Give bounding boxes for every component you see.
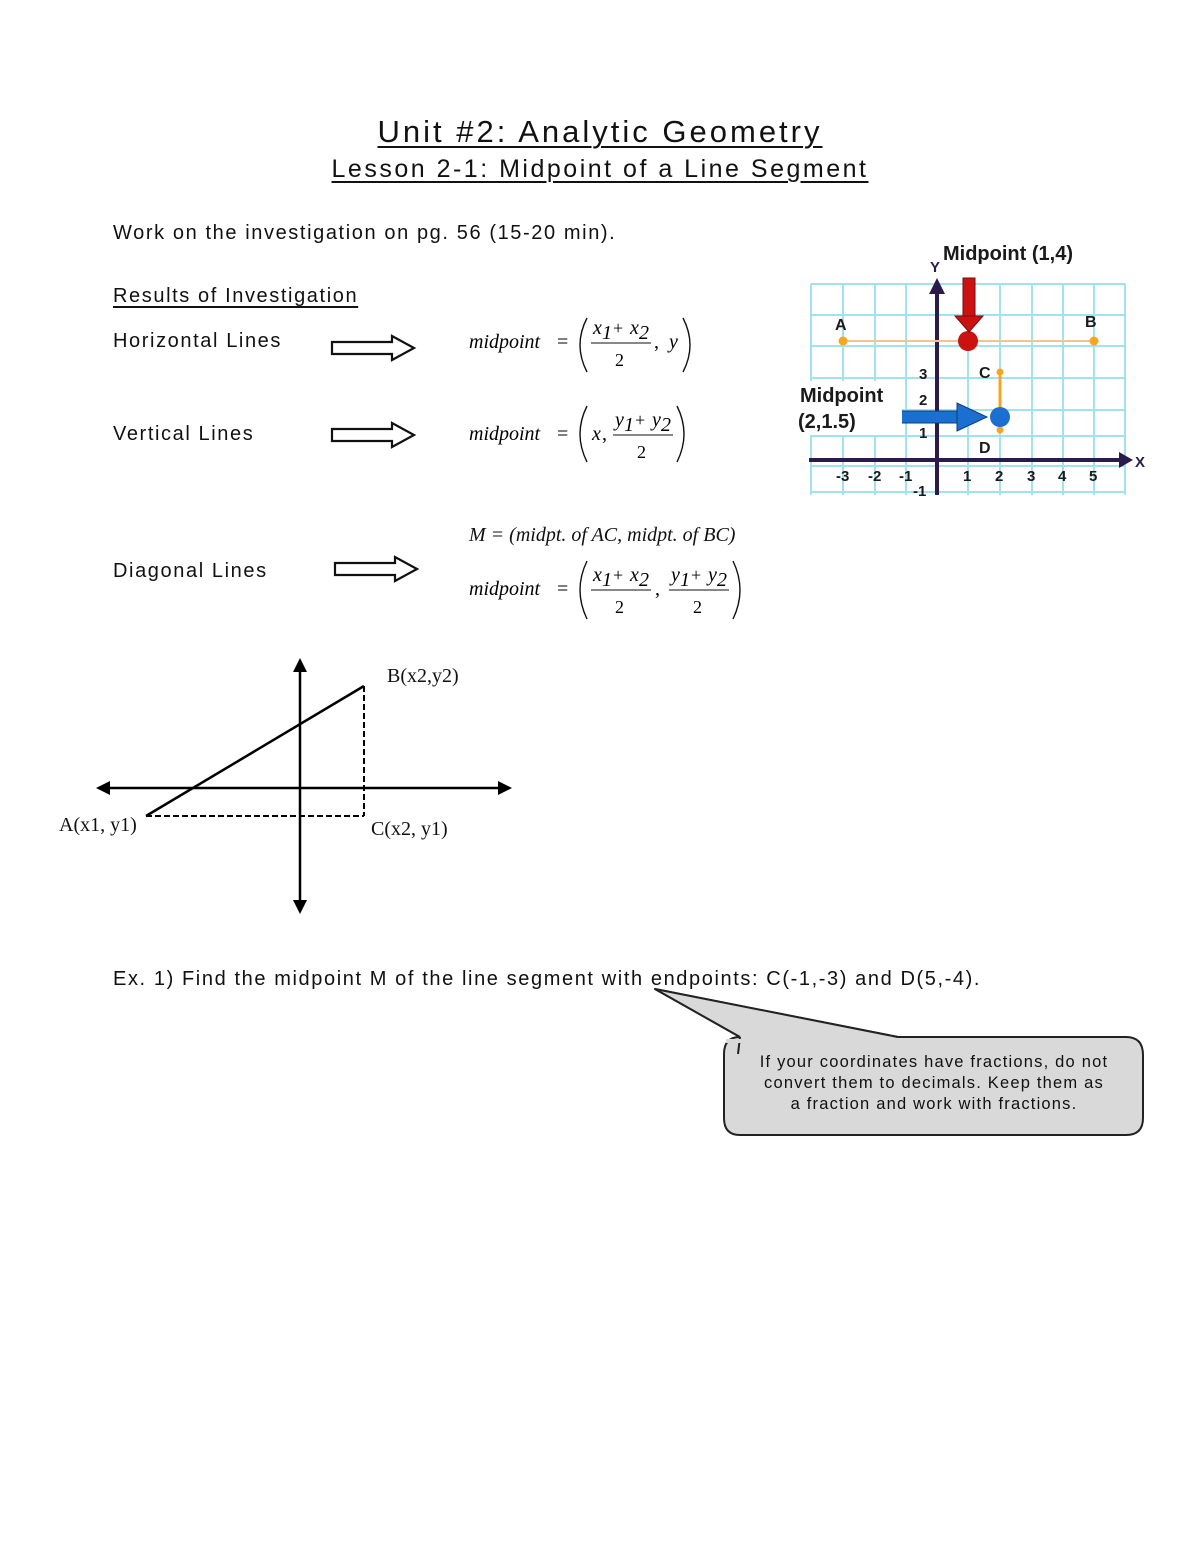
callout-line: If your coordinates have fractions, do not	[759, 1053, 1109, 1071]
graph-midpoint-ab	[958, 331, 978, 351]
callout-line: a fraction and work with fractions.	[790, 1095, 1078, 1113]
svg-text:1: 1	[602, 569, 612, 591]
arrow-icon	[330, 334, 420, 362]
svg-text:3: 3	[919, 366, 928, 383]
svg-text:2: 2	[717, 569, 727, 591]
svg-text:+: +	[613, 565, 624, 585]
svg-text:2: 2	[615, 350, 624, 370]
diagram-label-a: A(x1, y1)	[59, 814, 137, 836]
diagram-label-c: C(x2, y1)	[371, 818, 448, 840]
svg-text:2: 2	[639, 322, 649, 344]
page-title: Unit #2: Analytic Geometry	[377, 114, 823, 149]
svg-text:2: 2	[919, 392, 928, 409]
graph-point-a	[839, 337, 848, 346]
graph-x-label: X	[1135, 454, 1146, 471]
svg-text:2: 2	[693, 597, 702, 617]
svg-text:y: y	[652, 409, 661, 431]
callout-line: convert them to decimals. Keep them as	[764, 1074, 1104, 1092]
diagram-label-b: B(x2,y2)	[387, 665, 459, 687]
svg-text:,: ,	[602, 423, 607, 445]
svg-text:3: 3	[1027, 468, 1036, 485]
svg-text:+: +	[613, 318, 624, 338]
midpoint-graph	[795, 240, 1155, 505]
graph-midpoint-top-label: Midpoint (1,4)	[943, 243, 1073, 265]
diagonal-diagram	[50, 650, 530, 925]
graph-y-label: Y	[930, 259, 941, 276]
svg-text:-3: -3	[836, 468, 850, 485]
row-label-horizontal: Horizontal Lines	[113, 330, 283, 352]
svg-text:C: C	[979, 365, 991, 382]
svg-text:y: y	[708, 564, 717, 586]
svg-text:=: =	[557, 423, 569, 445]
results-heading: Results of Investigation	[113, 285, 359, 307]
svg-text:midpoint: midpoint	[469, 423, 541, 445]
svg-text:2: 2	[637, 442, 646, 462]
formula-midpoint-word: midpoint	[469, 331, 541, 353]
graph-midpoint-side-label: Midpoint	[800, 385, 884, 407]
graph-point-b	[1090, 337, 1099, 346]
svg-text:y: y	[669, 331, 678, 353]
svg-text:y: y	[671, 564, 680, 586]
example-1-text: Ex. 1) Find the midpoint M of the line segment with endpoints: C(-1,-3) and D(5,-4).	[113, 968, 982, 990]
svg-text:1: 1	[602, 322, 612, 344]
callout-text	[724, 1052, 1144, 1115]
svg-text:D: D	[979, 440, 991, 457]
svg-text:-1: -1	[899, 468, 913, 485]
svg-text:2: 2	[661, 414, 671, 436]
graph-midpoint-cd	[990, 407, 1010, 427]
lesson-subtitle: Lesson 2-1: Midpoint of a Line Segment	[331, 155, 869, 183]
red-arrow-icon	[963, 278, 975, 318]
graph-point-c	[997, 369, 1004, 376]
svg-text:A: A	[835, 317, 847, 334]
row-label-vertical: Vertical Lines	[113, 423, 255, 445]
svg-text:x: x	[592, 423, 601, 445]
svg-text:1: 1	[624, 414, 634, 436]
svg-text:1: 1	[680, 569, 690, 591]
formula-diagonal	[465, 555, 765, 625]
svg-text:+: +	[691, 565, 702, 585]
row-label-diagonal: Diagonal Lines	[113, 560, 268, 582]
svg-text:5: 5	[1089, 468, 1098, 485]
svg-text:+: +	[635, 410, 646, 430]
svg-text:x: x	[593, 317, 602, 339]
svg-text:1: 1	[963, 468, 972, 485]
diagram-segment-ab	[146, 686, 364, 816]
formula-horizontal	[465, 310, 705, 380]
svg-text:-1: -1	[913, 483, 927, 500]
arrow-icon	[330, 421, 420, 449]
arrow-icon	[333, 555, 423, 583]
svg-text:4: 4	[1058, 468, 1067, 485]
svg-text:-2: -2	[868, 468, 882, 485]
formula-equals: =	[557, 331, 569, 353]
svg-text:,: ,	[654, 331, 659, 353]
svg-text:1: 1	[919, 425, 928, 442]
svg-text:midpoint: midpoint	[469, 578, 541, 600]
graph-point-d	[997, 427, 1004, 434]
svg-text:(2,1.5): (2,1.5)	[798, 411, 856, 433]
svg-text:x: x	[630, 317, 639, 339]
formula-diagonal-definition: M = (midpt. of AC, midpt. of BC)	[469, 524, 736, 546]
svg-text:x: x	[593, 564, 602, 586]
intro-text: Work on the investigation on pg. 56 (15-20 min).	[113, 222, 617, 244]
formula-vertical	[465, 398, 705, 468]
svg-text:2: 2	[995, 468, 1004, 485]
svg-text:2: 2	[615, 597, 624, 617]
svg-text:y: y	[615, 409, 624, 431]
svg-text:=: =	[557, 578, 569, 600]
svg-text:,: ,	[655, 578, 660, 600]
svg-text:x: x	[630, 564, 639, 586]
svg-text:2: 2	[639, 569, 649, 591]
svg-text:B: B	[1085, 314, 1097, 331]
